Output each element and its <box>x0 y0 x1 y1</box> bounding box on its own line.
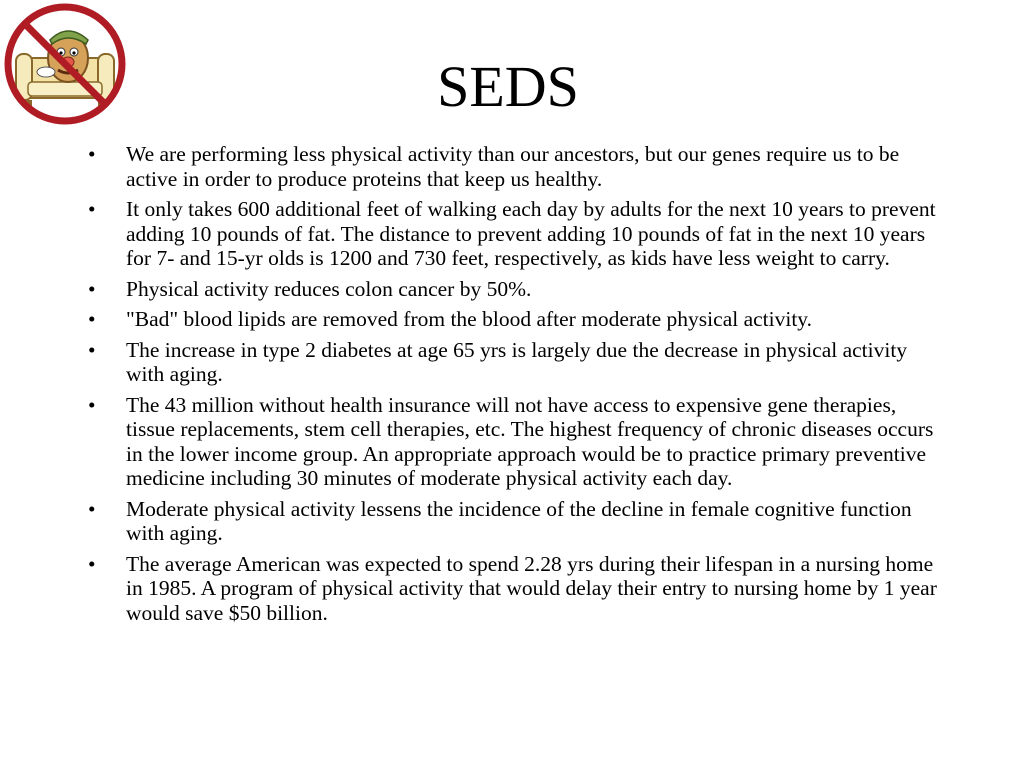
bullet-text: It only takes 600 additional feet of walking each day by adults for the next 10 years to prevent adding 10 pounds of fat. The distance to prevent adding 10 pounds of fat in the next 10 years for 7- and 15-yr olds is 1200 and 730 feet, respectively, as kids have less weight to carry. <box>126 197 936 270</box>
bullet-dot: • <box>88 142 96 166</box>
bullet-text: Moderate physical activity lessens the incidence of the decline in female cognitive function with aging. <box>126 496 912 545</box>
bullet-dot: • <box>88 276 96 301</box>
bullet-dot: • <box>88 392 96 417</box>
bullet-item <box>88 497 938 546</box>
bullet-dot: • <box>88 551 96 576</box>
bullet-item <box>88 142 938 191</box>
slide-title: SEDS <box>437 54 579 119</box>
bullet-item <box>88 552 938 626</box>
bullet-item <box>88 197 938 271</box>
bullet-text: Physical activity reduces colon cancer by 50%. <box>126 276 532 301</box>
bullet-text: The 43 million without health insurance will not have access to expensive gene therapies, tissue replacements, stem cell therapies, etc. The highest frequency of chronic diseases occurs in the lower income group. An appropriate approach would be to practice primary preventive medicine including 30 minutes of moderate physical activity each day. <box>126 392 934 490</box>
bullet-text: The average American was expected to spend 2.28 yrs during their lifespan in a nursing home in 1985. A program of physical activity that would delay their entry to nursing home by 1 year would save $50 billion. <box>126 551 937 625</box>
bullet-dot: • <box>88 307 96 331</box>
bullet-dot: • <box>88 337 96 362</box>
bullet-text: We are performing less physical activity than our ancestors, but our genes require us to be active in order to produce proteins that keep us healthy. <box>126 142 900 191</box>
bullet-item <box>88 338 938 387</box>
bullet-dot: • <box>88 197 96 221</box>
bullet-item <box>88 393 938 491</box>
bullet-list <box>88 142 938 631</box>
bullet-dot: • <box>88 496 96 521</box>
bullet-text: The increase in type 2 diabetes at age 65 yrs is largely due the decrease in physical activity with aging. <box>126 337 908 386</box>
bullet-item <box>88 277 938 302</box>
bullet-item <box>88 307 938 332</box>
bullet-text: "Bad" blood lipids are removed from the blood after moderate physical activity. <box>126 307 813 331</box>
